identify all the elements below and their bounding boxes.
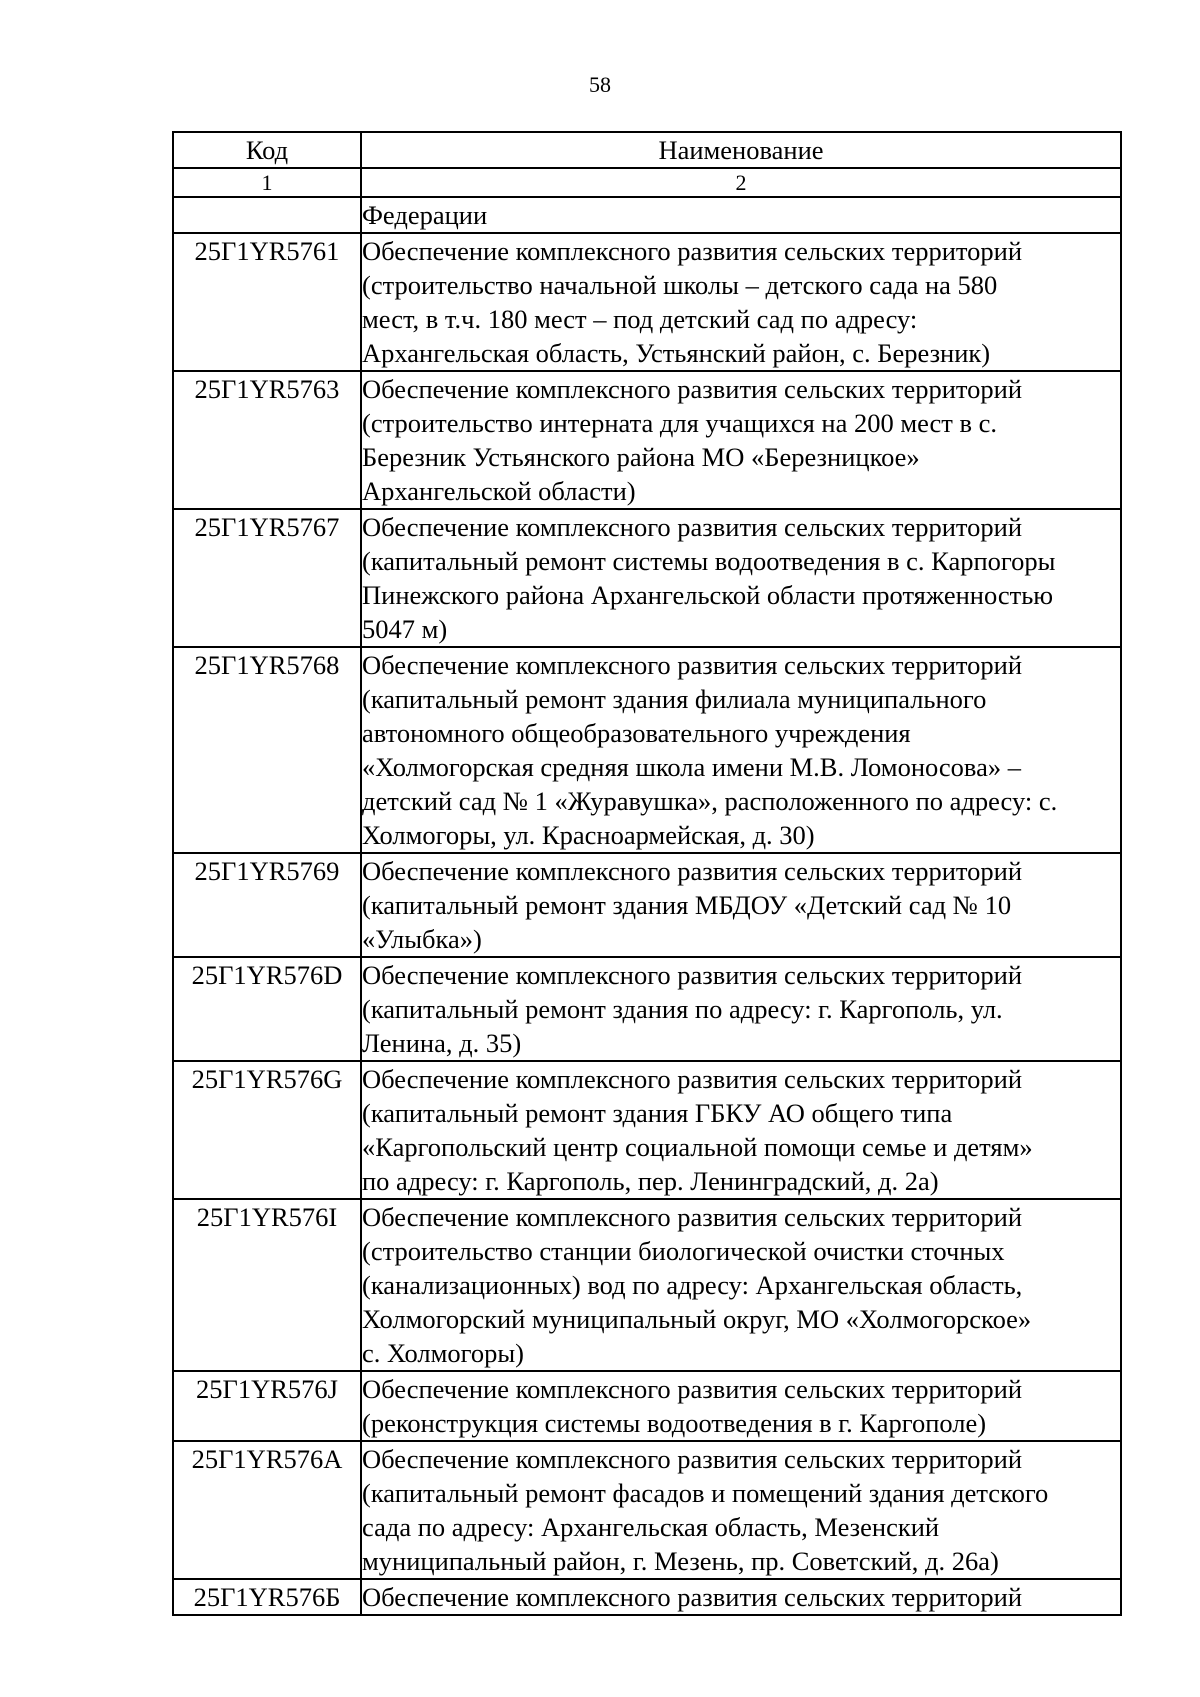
- row-code: 25Г1YR5768: [173, 647, 361, 853]
- row-code: 25Г1YR576A: [173, 1441, 361, 1579]
- row-name: [361, 1579, 1121, 1615]
- row-name-line: 5047 м): [362, 614, 448, 644]
- row-code: [173, 197, 361, 233]
- table-row: [173, 957, 1121, 1061]
- row-name-line: Холмогорский муниципальный округ, МО «Холмогорское»: [362, 1304, 1032, 1334]
- row-name-line: Пинежского района Архангельской области протяженностью: [362, 580, 1054, 610]
- row-name: [361, 853, 1121, 957]
- table-row: [173, 197, 1121, 233]
- row-name-line: (капитальный ремонт здания ГБКУ АО общего типа: [362, 1098, 953, 1128]
- row-name-line: (капитальный ремонт здания МБДОУ «Детский сад № 10: [362, 890, 1012, 920]
- table-row: [173, 1441, 1121, 1579]
- row-name: [361, 1441, 1121, 1579]
- budget-code-table: [172, 131, 1122, 1616]
- row-name-line: детский сад № 1 «Журавушка», расположенного по адресу: с.: [362, 786, 1058, 816]
- row-name-line: Березник Устьянского района МО «Березницкое»: [362, 442, 920, 472]
- row-name: [361, 197, 1121, 233]
- row-code: 25Г1YR576J: [173, 1371, 361, 1441]
- row-name-line: (капитальный ремонт системы водоотведения в с. Карпогоры: [362, 546, 1056, 576]
- row-name-line: (строительство интерната для учащихся на 200 мест в с.: [362, 408, 998, 438]
- row-name-line: Обеспечение комплексного развития сельских территорий: [362, 1444, 1023, 1474]
- row-name-line: (реконструкция системы водоотведения в г. Каргополе): [362, 1408, 987, 1438]
- row-name-line: по адресу: г. Каргополь, пер. Ленинградский, д. 2а): [362, 1166, 939, 1196]
- row-code: 25Г1YR5769: [173, 853, 361, 957]
- row-name-line: Обеспечение комплексного развития сельских территорий: [362, 856, 1023, 886]
- row-name-line: Архангельская область, Устьянский район, с. Березник): [362, 338, 991, 368]
- row-name-line: сада по адресу: Архангельская область, Мезенский: [362, 1512, 940, 1542]
- row-name-line: Холмогоры, ул. Красноармейская, д. 30): [362, 820, 815, 850]
- column-number-1: 1: [173, 168, 361, 197]
- row-name: [361, 1061, 1121, 1199]
- header-row: [173, 132, 1121, 168]
- row-name: [361, 233, 1121, 371]
- row-name-line: Обеспечение комплексного развития сельских территорий: [362, 960, 1023, 990]
- row-name-line: (строительство станции биологической очистки сточных: [362, 1236, 1005, 1266]
- table-row: [173, 233, 1121, 371]
- row-code: 25Г1YR576D: [173, 957, 361, 1061]
- table-row: [173, 371, 1121, 509]
- header-code: Код: [173, 132, 361, 168]
- row-code: 25Г1YR576Б: [173, 1579, 361, 1615]
- row-name-line: «Улыбка»): [362, 924, 482, 954]
- row-name-line: муниципальный район, г. Мезень, пр. Советский, д. 26а): [362, 1546, 999, 1576]
- row-name-line: (капитальный ремонт здания филиала муниципального: [362, 684, 987, 714]
- row-name: [361, 1199, 1121, 1371]
- row-code: 25Г1YR5761: [173, 233, 361, 371]
- row-name-line: Обеспечение комплексного развития сельских территорий: [362, 1202, 1023, 1232]
- row-name-line: (строительство начальной школы – детского сада на 580: [362, 270, 998, 300]
- row-name-line: Обеспечение комплексного развития сельских территорий: [362, 236, 1023, 266]
- row-name: [361, 371, 1121, 509]
- row-name-line: (канализационных) вод по адресу: Архангельская область,: [362, 1270, 1023, 1300]
- row-name-line: «Каргопольский центр социальной помощи семье и детям»: [362, 1132, 1033, 1162]
- row-name-line: Обеспечение комплексного развития сельских территорий: [362, 512, 1023, 542]
- row-code: 25Г1YR576G: [173, 1061, 361, 1199]
- page-number: 58: [589, 72, 611, 97]
- row-code: 25Г1YR576I: [173, 1199, 361, 1371]
- header-name: Наименование: [361, 132, 1121, 168]
- table-body: [173, 197, 1121, 1615]
- row-name-line: Федерации: [362, 200, 488, 230]
- row-name-line: Обеспечение комплексного развития сельских территорий: [362, 650, 1023, 680]
- row-name-line: Обеспечение комплексного развития сельских территорий: [362, 374, 1023, 404]
- table-row: [173, 1199, 1121, 1371]
- row-name: [361, 1371, 1121, 1441]
- row-name-line: Ленина, д. 35): [362, 1028, 522, 1058]
- column-number-row: [173, 168, 1121, 197]
- table-row: [173, 1579, 1121, 1615]
- row-code: 25Г1YR5767: [173, 509, 361, 647]
- row-code: 25Г1YR5763: [173, 371, 361, 509]
- row-name-line: мест, в т.ч. 180 мест – под детский сад по адресу:: [362, 304, 918, 334]
- table-row: [173, 647, 1121, 853]
- table-row: [173, 509, 1121, 647]
- table-row: [173, 1061, 1121, 1199]
- column-number-2: 2: [361, 168, 1121, 197]
- table-row: [173, 853, 1121, 957]
- row-name-line: Архангельской области): [362, 476, 636, 506]
- row-name: [361, 509, 1121, 647]
- row-name-line: Обеспечение комплексного развития сельских территорий: [362, 1064, 1023, 1094]
- row-name-line: «Холмогорская средняя школа имени М.В. Ломоносова» –: [362, 752, 1021, 782]
- row-name-line: Обеспечение комплексного развития сельских территорий: [362, 1582, 1023, 1612]
- row-name-line: Обеспечение комплексного развития сельских территорий: [362, 1374, 1023, 1404]
- row-name: [361, 957, 1121, 1061]
- table-row: [173, 1371, 1121, 1441]
- row-name: [361, 647, 1121, 853]
- row-name-line: автономного общеобразовательного учреждения: [362, 718, 911, 748]
- row-name-line: с. Холмогоры): [362, 1338, 524, 1368]
- row-name-line: (капитальный ремонт здания по адресу: г. Каргополь, ул.: [362, 994, 1003, 1024]
- row-name-line: (капитальный ремонт фасадов и помещений здания детского: [362, 1478, 1049, 1508]
